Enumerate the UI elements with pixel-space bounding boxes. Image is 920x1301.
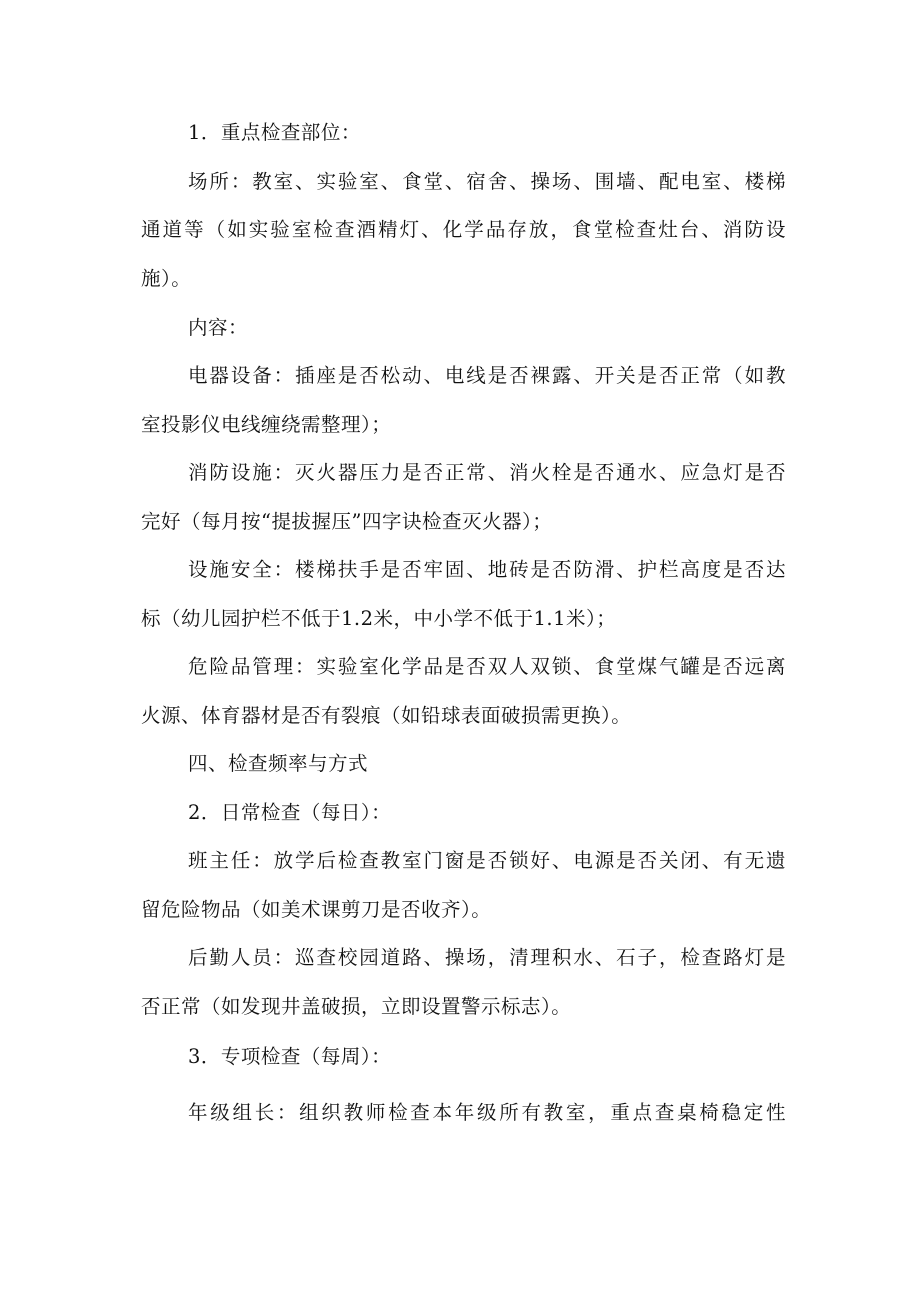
paragraph-logistics-line-1: 后勤人员：巡查校园道路、操场，清理积水、石子，检查路灯是 bbox=[188, 946, 786, 969]
paragraph-hazard-line-2: 火源、体育器材是否有裂痕（如铅球表面破损需更换）。 bbox=[141, 704, 632, 727]
paragraph-grade-leader-line-1: 年级组长：组织教师检查本年级所有教室，重点查桌椅稳定性 bbox=[188, 1101, 786, 1124]
paragraph-places-line-3: 施）。 bbox=[141, 267, 192, 290]
paragraph-electrical-line-2: 室投影仪电线缠绕需整理）； bbox=[141, 413, 392, 436]
paragraph-homeroom-line-1: 班主任：放学后检查教室门窗是否锁好、电源是否关闭、有无遗 bbox=[188, 849, 786, 872]
heading-daily-inspection: 2．日常检查（每日）： bbox=[188, 801, 392, 824]
paragraph-electrical-line-1: 电器设备：插座是否松动、电线是否裸露、开关是否正常（如教 bbox=[188, 364, 786, 387]
heading-weekly-inspection: 3．专项检查（每周）： bbox=[188, 1045, 392, 1068]
paragraph-places-line-1: 场所：教室、实验室、食堂、宿舍、操场、围墙、配电室、楼梯 bbox=[188, 170, 786, 193]
paragraph-homeroom-line-2: 留危险物品（如美术课剪刀是否收齐）。 bbox=[141, 898, 492, 921]
paragraph-hazard-line-1: 危险品管理：实验室化学品是否双人双锁、食堂煤气罐是否远离 bbox=[188, 655, 786, 678]
heading-content: 内容： bbox=[188, 316, 249, 339]
paragraph-facility-line-2: 标（幼儿园护栏不低于1.2米，中小学不低于1.1米）； bbox=[141, 607, 617, 630]
paragraph-fire-line-1: 消防设施：灭火器压力是否正常、消火栓是否通水、应急灯是否 bbox=[188, 461, 786, 484]
paragraph-logistics-line-2: 否正常（如发现井盖破损，立即设置警示标志）。 bbox=[141, 995, 572, 1018]
heading-key-inspection-areas: 1．重点检查部位： bbox=[188, 121, 361, 144]
paragraph-fire-line-2: 完好（每月按“提拔握压”四字诀检查灭火器）； bbox=[141, 510, 553, 533]
section-heading-frequency: 四、检查频率与方式 bbox=[188, 752, 369, 775]
paragraph-facility-line-1: 设施安全：楼梯扶手是否牢固、地砖是否防滑、护栏高度是否达 bbox=[188, 558, 786, 581]
paragraph-places-line-2: 通道等（如实验室检查酒精灯、化学品存放，食堂检查灶台、消防设 bbox=[141, 218, 786, 241]
